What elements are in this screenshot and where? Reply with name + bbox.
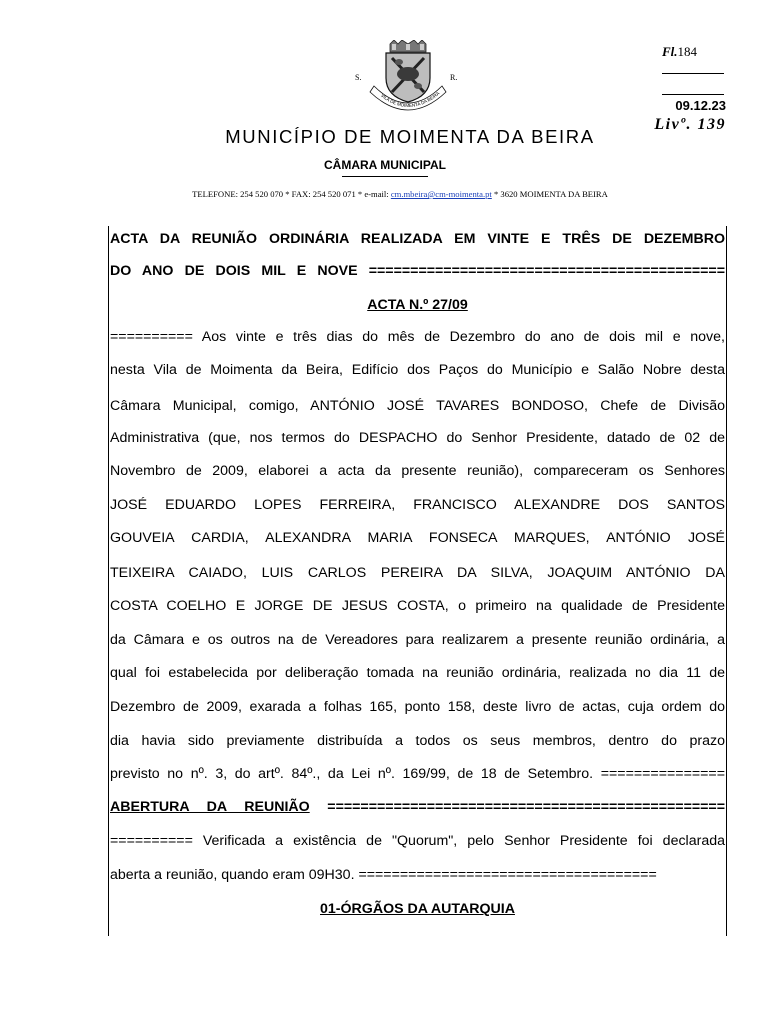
body-line: GOUVEIA CARDIA, ALEXANDRA MARIA FONSECA MARQUES, ANTÓNIO JOSÉ: [110, 530, 725, 546]
body-line: Administrativa (que, nos termos do DESPACHO do Senhor Presidente, datado de 02 de: [110, 430, 725, 446]
body-line: nesta Vila de Moimenta da Beira, Edifício dos Paços do Município e Salão Nobre desta: [110, 362, 725, 378]
left-margin-line: [108, 226, 109, 936]
crest-motto: VILA DE MOIMENTA DA BEIRA: [379, 90, 441, 109]
folio-rule-2: [662, 94, 724, 95]
contacts-before: TELEFONE: 254 520 070 * FAX: 254 520 071 * e-mail:: [192, 189, 391, 199]
crest-left-letter: S.: [355, 73, 362, 82]
contact-line: [60, 189, 740, 199]
abertura-fill: ================================================: [309, 799, 725, 815]
body-line: dia havia sido previamente distribuída a todos os seus membros, dentro do prazo: [110, 733, 725, 749]
right-margin-line: [726, 226, 727, 936]
meeting-date: 09.12.23: [675, 98, 726, 113]
acta-number-text: ACTA N.º 27/09: [367, 297, 468, 313]
folio-number: [662, 44, 697, 60]
chamber-title: CÂMARA MUNICIPAL: [324, 158, 446, 172]
body-line: TEIXEIRA CAIADO, LUIS CARLOS PEREIRA DA SILVA, JOAQUIM ANTÓNIO DA: [110, 565, 725, 581]
abertura-line: [110, 799, 725, 816]
body-line: qual foi estabelecida por deliberação tomada na reunião ordinária, realizada no dia 11 de: [110, 665, 725, 681]
folio-value: 184: [677, 44, 698, 59]
municipality-title: MUNICÍPIO DE MOIMENTA DA BEIRA: [225, 126, 595, 147]
chamber-rule: [342, 176, 428, 177]
body-line: da Câmara e os outros na de Vereadores para realizarem a presente reunião ordinária, a: [110, 632, 725, 648]
body-line: JOSÉ EDUARDO LOPES FERREIRA, FRANCISCO ALEXANDRE DOS SANTOS: [110, 497, 725, 513]
body-line: ========== Verificada a existência de "Quorum", pelo Senhor Presidente foi declarada: [110, 833, 725, 849]
body-line: Novembro de 2009, elaborei a acta da presente reunião), compareceram os Senhores: [110, 463, 725, 479]
body-line: COSTA COELHO E JORGE DE JESUS COSTA, o primeiro na qualidade de Presidente: [110, 598, 725, 614]
title-line-2: DO ANO DE DOIS MIL E NOVE ===========================================: [110, 263, 725, 279]
section-heading-text: 01-ÓRGÃOS DA AUTARQUIA: [320, 901, 515, 917]
abertura-heading: ABERTURA DA REUNIÃO: [110, 799, 310, 815]
title-line-1: ACTA DA REUNIÃO ORDINÁRIA REALIZADA EM VINTE E TRÊS DE DEZEMBRO: [110, 231, 725, 247]
body-line: ========== Aos vinte e três dias do mês de Dezembro do ano de dois mil e nove,: [110, 329, 725, 345]
municipal-crest: [352, 40, 464, 112]
contacts-after: * 3620 MOIMENTA DA BEIRA: [491, 189, 608, 199]
acta-number: [110, 297, 725, 314]
section-heading: [110, 901, 725, 918]
book-number: Livº. 139: [654, 116, 726, 133]
folio-prefix: Fl.: [662, 44, 678, 59]
crest-right-letter: R.: [450, 73, 458, 82]
body-line: aberta a reunião, quando eram 09H30. ====================================: [110, 867, 657, 883]
body-line: previsto no nº. 3, do artº. 84º., da Lei nº. 169/99, de 18 de Setembro. ===============: [110, 766, 725, 782]
body-line: Dezembro de 2009, exarada a folhas 165, ponto 158, deste livro de actas, cuja ordem do: [110, 699, 725, 715]
email-link[interactable]: cm.mbeira@cm-moimenta.pt: [390, 189, 492, 199]
folio-rule-1: [662, 73, 724, 74]
body-line: Câmara Municipal, comigo, ANTÓNIO JOSÉ TAVARES BONDOSO, Chefe de Divisão: [110, 398, 725, 414]
